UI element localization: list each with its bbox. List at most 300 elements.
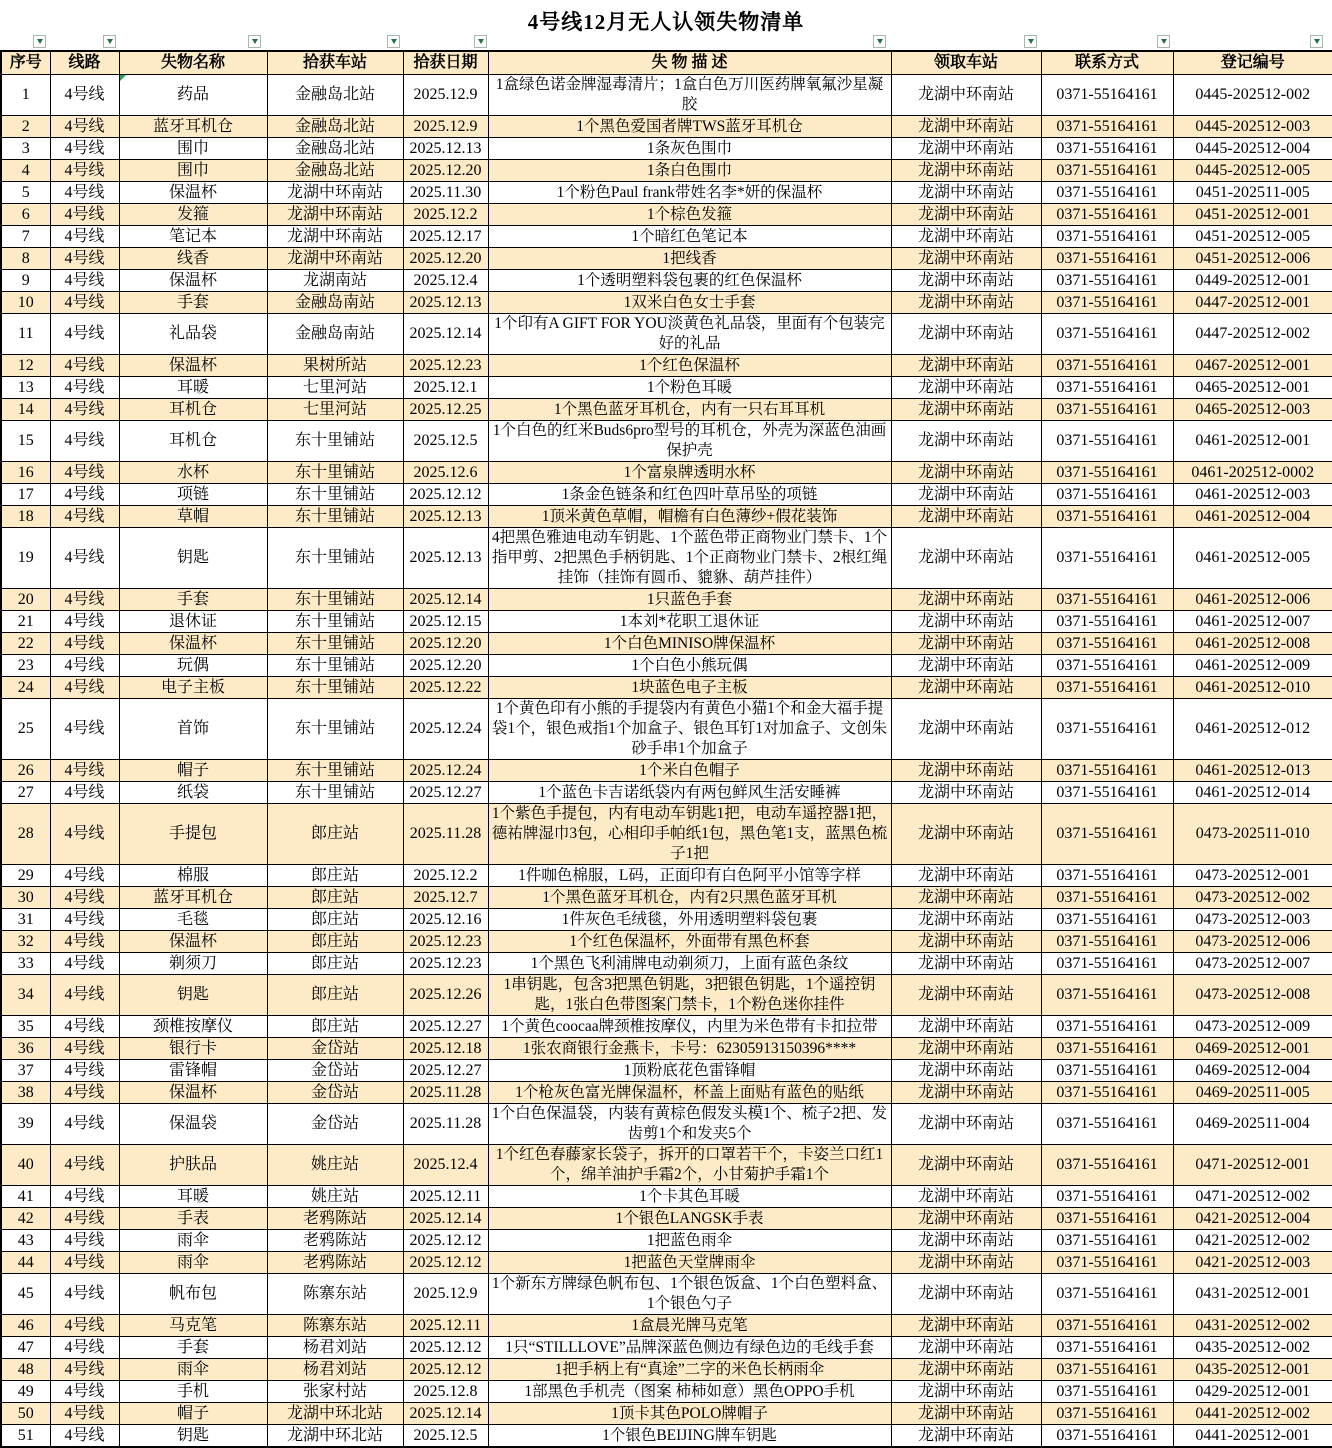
cell-desc[interactable]: 1顶粉底花色雷锋帽 [488, 1060, 891, 1082]
cell-no[interactable]: 7 [1, 226, 50, 248]
cell-desc[interactable]: 1个粉色耳暖 [488, 377, 891, 399]
cell-desc[interactable]: 1只“STILLLOVE”品牌深蓝色侧边有绿色边的毛线手套 [488, 1337, 891, 1359]
cell-line[interactable]: 4号线 [50, 1104, 119, 1145]
cell-line[interactable]: 4号线 [50, 421, 119, 462]
cell-pickup[interactable]: 龙湖中环南站 [891, 1403, 1041, 1425]
cell-line[interactable]: 4号线 [50, 1403, 119, 1425]
cell-line[interactable]: 4号线 [50, 204, 119, 226]
cell-line[interactable]: 4号线 [50, 633, 119, 655]
cell-pickup[interactable]: 龙湖中环南站 [891, 355, 1041, 377]
cell-item[interactable]: 帽子 [119, 760, 267, 782]
cell-reg[interactable]: 0473-202512-006 [1173, 931, 1332, 953]
cell-line[interactable]: 4号线 [50, 506, 119, 528]
cell-item[interactable]: 手提包 [119, 804, 267, 865]
cell-date[interactable]: 2025.12.20 [403, 248, 488, 270]
cell-pickup[interactable]: 龙湖中环南站 [891, 782, 1041, 804]
cell-contact[interactable]: 0371-55164161 [1041, 953, 1173, 975]
cell-desc[interactable]: 4把黑色雅迪电动车钥匙、1个蓝色带正商物业门禁卡、1个指甲剪、2把黑色手柄钥匙、1个正商物业门禁卡、2根红绳挂饰（挂饰有圆币、貔貅、葫芦挂件） [488, 528, 891, 589]
cell-item[interactable]: 项链 [119, 484, 267, 506]
cell-station[interactable]: 陈寨东站 [267, 1315, 403, 1337]
cell-reg[interactable]: 0449-202512-001 [1173, 270, 1332, 292]
cell-date[interactable]: 2025.12.23 [403, 953, 488, 975]
cell-date[interactable]: 2025.11.28 [403, 1104, 488, 1145]
cell-reg[interactable]: 0451-202512-001 [1173, 204, 1332, 226]
cell-date[interactable]: 2025.11.28 [403, 804, 488, 865]
cell-pickup[interactable]: 龙湖中环南站 [891, 1186, 1041, 1208]
cell-date[interactable]: 2025.12.2 [403, 204, 488, 226]
cell-desc[interactable]: 1只蓝色手套 [488, 589, 891, 611]
column-header-date[interactable]: 拾获日期 [403, 51, 488, 75]
cell-station[interactable]: 东十里铺站 [267, 484, 403, 506]
cell-line[interactable]: 4号线 [50, 377, 119, 399]
column-header-reg[interactable]: 登记编号 [1173, 51, 1332, 75]
cell-date[interactable]: 2025.12.20 [403, 633, 488, 655]
cell-date[interactable]: 2025.12.27 [403, 782, 488, 804]
cell-reg[interactable]: 0473-202512-003 [1173, 909, 1332, 931]
cell-desc[interactable]: 1个黄色coocaa牌颈椎按摩仪，内里为米色带有卡扣拉带 [488, 1016, 891, 1038]
cell-reg[interactable]: 0421-202512-002 [1173, 1230, 1332, 1252]
cell-item[interactable]: 笔记本 [119, 226, 267, 248]
cell-contact[interactable]: 0371-55164161 [1041, 182, 1173, 204]
cell-reg[interactable]: 0461-202512-001 [1173, 421, 1332, 462]
cell-date[interactable]: 2025.12.27 [403, 1016, 488, 1038]
cell-reg[interactable]: 0461-202512-008 [1173, 633, 1332, 655]
cell-pickup[interactable]: 龙湖中环南站 [891, 248, 1041, 270]
cell-station[interactable]: 郎庄站 [267, 953, 403, 975]
cell-no[interactable]: 10 [1, 292, 50, 314]
cell-date[interactable]: 2025.12.4 [403, 1145, 488, 1186]
cell-line[interactable]: 4号线 [50, 1038, 119, 1060]
cell-date[interactable]: 2025.12.22 [403, 677, 488, 699]
cell-station[interactable]: 龙湖中环北站 [267, 1403, 403, 1425]
cell-desc[interactable]: 1个米白色帽子 [488, 760, 891, 782]
cell-reg[interactable]: 0461-202512-010 [1173, 677, 1332, 699]
cell-reg[interactable]: 0461-202512-003 [1173, 484, 1332, 506]
cell-pickup[interactable]: 龙湖中环南站 [891, 1337, 1041, 1359]
cell-pickup[interactable]: 龙湖中环南站 [891, 1315, 1041, 1337]
cell-date[interactable]: 2025.12.13 [403, 528, 488, 589]
cell-station[interactable]: 龙湖中环南站 [267, 182, 403, 204]
cell-date[interactable]: 2025.12.5 [403, 1425, 488, 1448]
cell-pickup[interactable]: 龙湖中环南站 [891, 1425, 1041, 1448]
cell-contact[interactable]: 0371-55164161 [1041, 589, 1173, 611]
cell-station[interactable]: 龙湖中环南站 [267, 204, 403, 226]
cell-contact[interactable]: 0371-55164161 [1041, 1016, 1173, 1038]
cell-date[interactable]: 2025.12.24 [403, 699, 488, 760]
cell-item[interactable]: 药品 [119, 75, 267, 116]
cell-line[interactable]: 4号线 [50, 1359, 119, 1381]
cell-reg[interactable]: 0447-202512-002 [1173, 314, 1332, 355]
cell-contact[interactable]: 0371-55164161 [1041, 270, 1173, 292]
cell-desc[interactable]: 1个白色MINISO牌保温杯 [488, 633, 891, 655]
filter-dropdown-button-station[interactable] [387, 35, 400, 48]
column-header-item[interactable]: 失物名称 [119, 51, 267, 75]
cell-desc[interactable]: 1盒绿色诺金牌湿毒清片；1盒白色万川医药牌氧氟沙星凝胶 [488, 75, 891, 116]
cell-pickup[interactable]: 龙湖中环南站 [891, 699, 1041, 760]
cell-no[interactable]: 36 [1, 1038, 50, 1060]
cell-reg[interactable]: 0473-202512-002 [1173, 887, 1332, 909]
cell-date[interactable]: 2025.12.14 [403, 589, 488, 611]
cell-item[interactable]: 钥匙 [119, 1425, 267, 1448]
cell-date[interactable]: 2025.12.6 [403, 462, 488, 484]
cell-line[interactable]: 4号线 [50, 1252, 119, 1274]
cell-pickup[interactable]: 龙湖中环南站 [891, 1230, 1041, 1252]
cell-desc[interactable]: 1个黄色印有小熊的手提袋内有黄色小猫1个和金大福手提袋1个，银色戒指1个加盒子、银色耳钉1对加盒子、文创朱砂手串1个加盒子 [488, 699, 891, 760]
cell-no[interactable]: 18 [1, 506, 50, 528]
cell-no[interactable]: 3 [1, 138, 50, 160]
cell-item[interactable]: 护肤品 [119, 1145, 267, 1186]
column-header-no[interactable]: 序号 [1, 51, 50, 75]
cell-line[interactable]: 4号线 [50, 182, 119, 204]
cell-station[interactable]: 七里河站 [267, 399, 403, 421]
cell-desc[interactable]: 1个银色BEIJING牌车钥匙 [488, 1425, 891, 1448]
cell-pickup[interactable]: 龙湖中环南站 [891, 270, 1041, 292]
cell-no[interactable]: 14 [1, 399, 50, 421]
cell-item[interactable]: 线香 [119, 248, 267, 270]
cell-station[interactable]: 果树所站 [267, 355, 403, 377]
cell-pickup[interactable]: 龙湖中环南站 [891, 1082, 1041, 1104]
cell-station[interactable]: 金融岛北站 [267, 138, 403, 160]
cell-reg[interactable]: 0471-202512-002 [1173, 1186, 1332, 1208]
cell-contact[interactable]: 0371-55164161 [1041, 160, 1173, 182]
column-header-contact[interactable]: 联系方式 [1041, 51, 1173, 75]
cell-station[interactable]: 东十里铺站 [267, 782, 403, 804]
cell-contact[interactable]: 0371-55164161 [1041, 1425, 1173, 1448]
cell-date[interactable]: 2025.12.12 [403, 484, 488, 506]
cell-contact[interactable]: 0371-55164161 [1041, 975, 1173, 1016]
cell-contact[interactable]: 0371-55164161 [1041, 421, 1173, 462]
cell-item[interactable]: 手套 [119, 1337, 267, 1359]
cell-no[interactable]: 25 [1, 699, 50, 760]
cell-reg[interactable]: 0469-202511-005 [1173, 1082, 1332, 1104]
cell-item[interactable]: 发箍 [119, 204, 267, 226]
cell-station[interactable]: 龙湖中环北站 [267, 1425, 403, 1448]
cell-station[interactable]: 金岱站 [267, 1060, 403, 1082]
cell-date[interactable]: 2025.12.12 [403, 1337, 488, 1359]
cell-date[interactable]: 2025.12.12 [403, 1359, 488, 1381]
cell-desc[interactable]: 1个富泉牌透明水杯 [488, 462, 891, 484]
cell-date[interactable]: 2025.12.23 [403, 355, 488, 377]
cell-line[interactable]: 4号线 [50, 1337, 119, 1359]
cell-reg[interactable]: 0431-202512-001 [1173, 1274, 1332, 1315]
cell-station[interactable]: 东十里铺站 [267, 421, 403, 462]
cell-station[interactable]: 龙湖中环南站 [267, 248, 403, 270]
cell-item[interactable]: 礼品袋 [119, 314, 267, 355]
cell-reg[interactable]: 0461-202512-004 [1173, 506, 1332, 528]
cell-item[interactable]: 耳机仓 [119, 421, 267, 462]
cell-contact[interactable]: 0371-55164161 [1041, 931, 1173, 953]
cell-contact[interactable]: 0371-55164161 [1041, 1359, 1173, 1381]
cell-no[interactable]: 42 [1, 1208, 50, 1230]
cell-item[interactable]: 雷锋帽 [119, 1060, 267, 1082]
cell-date[interactable]: 2025.12.20 [403, 655, 488, 677]
cell-date[interactable]: 2025.12.18 [403, 1038, 488, 1060]
cell-no[interactable]: 22 [1, 633, 50, 655]
cell-station[interactable]: 金融岛北站 [267, 116, 403, 138]
cell-contact[interactable]: 0371-55164161 [1041, 116, 1173, 138]
cell-pickup[interactable]: 龙湖中环南站 [891, 931, 1041, 953]
cell-pickup[interactable]: 龙湖中环南站 [891, 655, 1041, 677]
cell-line[interactable]: 4号线 [50, 887, 119, 909]
cell-pickup[interactable]: 龙湖中环南站 [891, 804, 1041, 865]
cell-no[interactable]: 4 [1, 160, 50, 182]
cell-pickup[interactable]: 龙湖中环南站 [891, 484, 1041, 506]
cell-item[interactable]: 保温袋 [119, 1104, 267, 1145]
cell-desc[interactable]: 1个印有A GIFT FOR YOU淡黄色礼品袋，里面有个包装完好的礼品 [488, 314, 891, 355]
cell-desc[interactable]: 1个蓝色卡吉诺纸袋内有两包鲜风生活安睡裤 [488, 782, 891, 804]
cell-contact[interactable]: 0371-55164161 [1041, 1381, 1173, 1403]
cell-reg[interactable]: 0469-202512-001 [1173, 1038, 1332, 1060]
cell-contact[interactable]: 0371-55164161 [1041, 226, 1173, 248]
cell-no[interactable]: 17 [1, 484, 50, 506]
cell-no[interactable]: 21 [1, 611, 50, 633]
cell-contact[interactable]: 0371-55164161 [1041, 760, 1173, 782]
cell-desc[interactable]: 1个黑色蓝牙耳机仓，内有2只黑色蓝牙耳机 [488, 887, 891, 909]
cell-date[interactable]: 2025.12.27 [403, 1060, 488, 1082]
cell-reg[interactable]: 0445-202512-005 [1173, 160, 1332, 182]
cell-pickup[interactable]: 龙湖中环南站 [891, 953, 1041, 975]
cell-station[interactable]: 龙湖南站 [267, 270, 403, 292]
cell-station[interactable]: 东十里铺站 [267, 611, 403, 633]
cell-contact[interactable]: 0371-55164161 [1041, 804, 1173, 865]
cell-no[interactable]: 11 [1, 314, 50, 355]
cell-station[interactable]: 东十里铺站 [267, 506, 403, 528]
cell-date[interactable]: 2025.12.13 [403, 138, 488, 160]
cell-date[interactable]: 2025.12.14 [403, 1403, 488, 1425]
cell-item[interactable]: 蓝牙耳机仓 [119, 887, 267, 909]
cell-no[interactable]: 50 [1, 1403, 50, 1425]
filter-dropdown-button-date[interactable] [474, 35, 487, 48]
cell-line[interactable]: 4号线 [50, 760, 119, 782]
cell-line[interactable]: 4号线 [50, 1274, 119, 1315]
cell-pickup[interactable]: 龙湖中环南站 [891, 377, 1041, 399]
cell-no[interactable]: 40 [1, 1145, 50, 1186]
cell-contact[interactable]: 0371-55164161 [1041, 1252, 1173, 1274]
cell-reg[interactable]: 0473-202512-009 [1173, 1016, 1332, 1038]
cell-reg[interactable]: 0461-202512-006 [1173, 589, 1332, 611]
cell-reg[interactable]: 0445-202512-004 [1173, 138, 1332, 160]
cell-pickup[interactable]: 龙湖中环南站 [891, 314, 1041, 355]
cell-line[interactable]: 4号线 [50, 1016, 119, 1038]
cell-no[interactable]: 43 [1, 1230, 50, 1252]
cell-item[interactable]: 钥匙 [119, 975, 267, 1016]
column-header-station[interactable]: 拾获车站 [267, 51, 403, 75]
cell-date[interactable]: 2025.12.9 [403, 1274, 488, 1315]
cell-no[interactable]: 41 [1, 1186, 50, 1208]
cell-pickup[interactable]: 龙湖中环南站 [891, 1145, 1041, 1186]
cell-contact[interactable]: 0371-55164161 [1041, 462, 1173, 484]
cell-reg[interactable]: 0465-202512-003 [1173, 399, 1332, 421]
cell-pickup[interactable]: 龙湖中环南站 [891, 160, 1041, 182]
cell-station[interactable]: 金岱站 [267, 1082, 403, 1104]
cell-pickup[interactable]: 龙湖中环南站 [891, 1016, 1041, 1038]
cell-item[interactable]: 帆布包 [119, 1274, 267, 1315]
cell-station[interactable]: 东十里铺站 [267, 633, 403, 655]
cell-desc[interactable]: 1个白色小熊玩偶 [488, 655, 891, 677]
cell-no[interactable]: 9 [1, 270, 50, 292]
cell-line[interactable]: 4号线 [50, 226, 119, 248]
cell-station[interactable]: 东十里铺站 [267, 589, 403, 611]
cell-reg[interactable]: 0451-202512-005 [1173, 226, 1332, 248]
cell-line[interactable]: 4号线 [50, 677, 119, 699]
cell-item[interactable]: 耳机仓 [119, 399, 267, 421]
cell-contact[interactable]: 0371-55164161 [1041, 909, 1173, 931]
cell-contact[interactable]: 0371-55164161 [1041, 1337, 1173, 1359]
cell-station[interactable]: 东十里铺站 [267, 699, 403, 760]
cell-no[interactable]: 34 [1, 975, 50, 1016]
cell-pickup[interactable]: 龙湖中环南站 [891, 1060, 1041, 1082]
cell-reg[interactable]: 0421-202512-003 [1173, 1252, 1332, 1274]
cell-contact[interactable]: 0371-55164161 [1041, 1186, 1173, 1208]
cell-pickup[interactable]: 龙湖中环南站 [891, 1381, 1041, 1403]
cell-contact[interactable]: 0371-55164161 [1041, 1060, 1173, 1082]
cell-line[interactable]: 4号线 [50, 116, 119, 138]
cell-date[interactable]: 2025.12.23 [403, 931, 488, 953]
cell-item[interactable]: 帽子 [119, 1403, 267, 1425]
cell-desc[interactable]: 1盒晨光牌马克笔 [488, 1315, 891, 1337]
cell-reg[interactable]: 0435-202512-002 [1173, 1337, 1332, 1359]
cell-desc[interactable]: 1条金色链条和红色四叶草吊坠的项链 [488, 484, 891, 506]
cell-pickup[interactable]: 龙湖中环南站 [891, 399, 1041, 421]
cell-pickup[interactable]: 龙湖中环南站 [891, 1104, 1041, 1145]
filter-dropdown-button-reg[interactable] [1310, 35, 1323, 48]
cell-no[interactable]: 5 [1, 182, 50, 204]
cell-line[interactable]: 4号线 [50, 655, 119, 677]
cell-station[interactable]: 东十里铺站 [267, 760, 403, 782]
cell-reg[interactable]: 0429-202512-001 [1173, 1381, 1332, 1403]
cell-station[interactable]: 陈寨东站 [267, 1274, 403, 1315]
cell-station[interactable]: 姚庄站 [267, 1145, 403, 1186]
cell-no[interactable]: 44 [1, 1252, 50, 1274]
cell-pickup[interactable]: 龙湖中环南站 [891, 611, 1041, 633]
cell-date[interactable]: 2025.12.11 [403, 1186, 488, 1208]
cell-reg[interactable]: 0467-202512-001 [1173, 355, 1332, 377]
cell-contact[interactable]: 0371-55164161 [1041, 782, 1173, 804]
cell-reg[interactable]: 0469-202512-004 [1173, 1060, 1332, 1082]
cell-line[interactable]: 4号线 [50, 292, 119, 314]
cell-line[interactable]: 4号线 [50, 399, 119, 421]
cell-pickup[interactable]: 龙湖中环南站 [891, 1038, 1041, 1060]
cell-date[interactable]: 2025.12.24 [403, 760, 488, 782]
cell-reg[interactable]: 0461-202512-009 [1173, 655, 1332, 677]
cell-reg[interactable]: 0445-202512-003 [1173, 116, 1332, 138]
cell-desc[interactable]: 1条白色围巾 [488, 160, 891, 182]
cell-date[interactable]: 2025.12.12 [403, 1230, 488, 1252]
cell-no[interactable]: 46 [1, 1315, 50, 1337]
cell-reg[interactable]: 0473-202512-007 [1173, 953, 1332, 975]
cell-pickup[interactable]: 龙湖中环南站 [891, 421, 1041, 462]
cell-pickup[interactable]: 龙湖中环南站 [891, 116, 1041, 138]
cell-item[interactable]: 玩偶 [119, 655, 267, 677]
cell-no[interactable]: 19 [1, 528, 50, 589]
cell-contact[interactable]: 0371-55164161 [1041, 887, 1173, 909]
cell-station[interactable]: 郎庄站 [267, 887, 403, 909]
column-header-line[interactable]: 线路 [50, 51, 119, 75]
cell-no[interactable]: 20 [1, 589, 50, 611]
cell-item[interactable]: 保温杯 [119, 633, 267, 655]
cell-item[interactable]: 剃须刀 [119, 953, 267, 975]
cell-item[interactable]: 钥匙 [119, 528, 267, 589]
cell-line[interactable]: 4号线 [50, 1230, 119, 1252]
cell-desc[interactable]: 1个黑色飞利浦牌电动剃须刀，上面有蓝色条纹 [488, 953, 891, 975]
cell-line[interactable]: 4号线 [50, 909, 119, 931]
cell-date[interactable]: 2025.12.9 [403, 75, 488, 116]
cell-no[interactable]: 16 [1, 462, 50, 484]
cell-date[interactable]: 2025.12.16 [403, 909, 488, 931]
cell-contact[interactable]: 0371-55164161 [1041, 528, 1173, 589]
cell-pickup[interactable]: 龙湖中环南站 [891, 1274, 1041, 1315]
cell-no[interactable]: 6 [1, 204, 50, 226]
cell-item[interactable]: 围巾 [119, 160, 267, 182]
cell-desc[interactable]: 1串钥匙，包含3把黑色钥匙，3把银色钥匙，1个遥控钥匙，1张白色带图案门禁卡，1个粉色迷你挂件 [488, 975, 891, 1016]
cell-contact[interactable]: 0371-55164161 [1041, 1082, 1173, 1104]
cell-pickup[interactable]: 龙湖中环南站 [891, 138, 1041, 160]
cell-line[interactable]: 4号线 [50, 699, 119, 760]
cell-reg[interactable]: 0421-202512-004 [1173, 1208, 1332, 1230]
cell-no[interactable]: 15 [1, 421, 50, 462]
cell-no[interactable]: 38 [1, 1082, 50, 1104]
cell-line[interactable]: 4号线 [50, 484, 119, 506]
cell-station[interactable]: 七里河站 [267, 377, 403, 399]
cell-date[interactable]: 2025.12.8 [403, 1381, 488, 1403]
cell-line[interactable]: 4号线 [50, 1208, 119, 1230]
cell-date[interactable]: 2025.12.9 [403, 116, 488, 138]
cell-date[interactable]: 2025.11.30 [403, 182, 488, 204]
cell-pickup[interactable]: 龙湖中环南站 [891, 975, 1041, 1016]
cell-station[interactable]: 东十里铺站 [267, 677, 403, 699]
cell-contact[interactable]: 0371-55164161 [1041, 655, 1173, 677]
cell-no[interactable]: 51 [1, 1425, 50, 1448]
cell-reg[interactable]: 0465-202512-001 [1173, 377, 1332, 399]
cell-date[interactable]: 2025.12.25 [403, 399, 488, 421]
cell-item[interactable]: 耳暖 [119, 377, 267, 399]
cell-desc[interactable]: 1把手柄上有“真途”二字的米色长柄雨伞 [488, 1359, 891, 1381]
cell-item[interactable]: 手表 [119, 1208, 267, 1230]
cell-item[interactable]: 雨伞 [119, 1230, 267, 1252]
cell-contact[interactable]: 0371-55164161 [1041, 1403, 1173, 1425]
cell-desc[interactable]: 1个卡其色耳暖 [488, 1186, 891, 1208]
cell-station[interactable]: 金融岛南站 [267, 314, 403, 355]
cell-date[interactable]: 2025.12.1 [403, 377, 488, 399]
cell-line[interactable]: 4号线 [50, 248, 119, 270]
cell-desc[interactable]: 1个粉色Paul frank带姓名李*妍的保温杯 [488, 182, 891, 204]
cell-desc[interactable]: 1张农商银行金燕卡，卡号：62305913150396**** [488, 1038, 891, 1060]
cell-pickup[interactable]: 龙湖中环南站 [891, 589, 1041, 611]
cell-station[interactable]: 张家村站 [267, 1381, 403, 1403]
cell-desc[interactable]: 1个透明塑料袋包裹的红色保温杯 [488, 270, 891, 292]
cell-station[interactable]: 老鸦陈站 [267, 1230, 403, 1252]
cell-line[interactable]: 4号线 [50, 1186, 119, 1208]
cell-line[interactable]: 4号线 [50, 138, 119, 160]
cell-contact[interactable]: 0371-55164161 [1041, 75, 1173, 116]
cell-date[interactable]: 2025.12.15 [403, 611, 488, 633]
cell-line[interactable]: 4号线 [50, 160, 119, 182]
cell-contact[interactable]: 0371-55164161 [1041, 484, 1173, 506]
cell-desc[interactable]: 1件咖色棉服，L码，正面印有白色阿平小馆等字样 [488, 865, 891, 887]
cell-item[interactable]: 马克笔 [119, 1315, 267, 1337]
cell-no[interactable]: 49 [1, 1381, 50, 1403]
cell-station[interactable]: 郎庄站 [267, 909, 403, 931]
cell-reg[interactable]: 0461-202512-013 [1173, 760, 1332, 782]
cell-item[interactable]: 耳暖 [119, 1186, 267, 1208]
cell-date[interactable]: 2025.12.13 [403, 506, 488, 528]
cell-item[interactable]: 保温杯 [119, 270, 267, 292]
cell-desc[interactable]: 1本刘*花职工退休证 [488, 611, 891, 633]
filter-dropdown-button-desc[interactable] [873, 35, 886, 48]
cell-contact[interactable]: 0371-55164161 [1041, 1208, 1173, 1230]
cell-reg[interactable]: 0461-202512-007 [1173, 611, 1332, 633]
cell-item[interactable]: 围巾 [119, 138, 267, 160]
